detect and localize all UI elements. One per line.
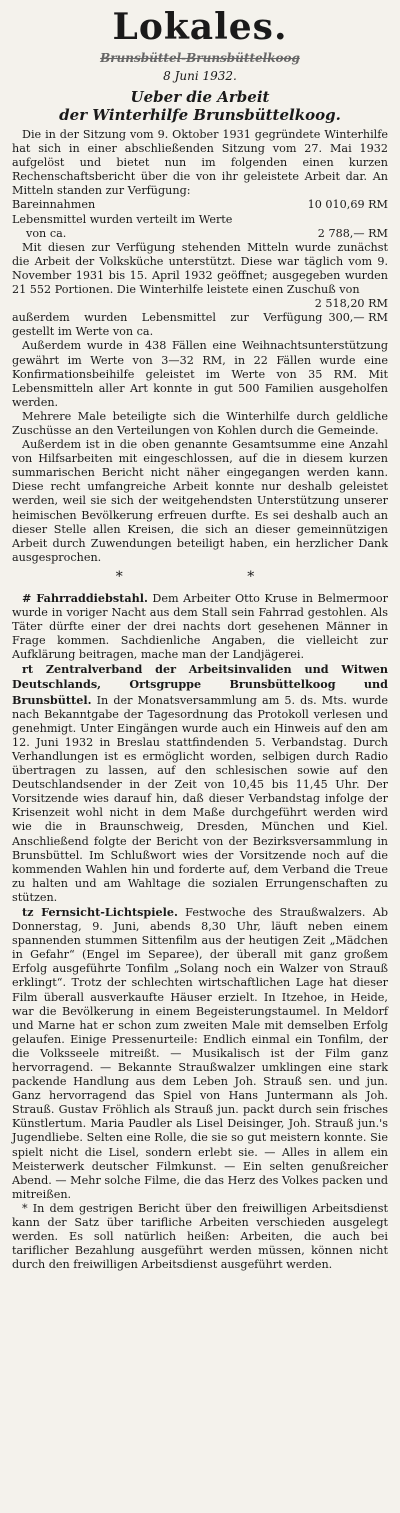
issue-date: 8 Juni 1932.	[163, 69, 237, 83]
article-zentralverband	[12, 662, 388, 905]
funds-label: Lebensmittel wurden verteilt im Werte	[12, 212, 233, 226]
article-winterhilfe-intro: Die in der Sitzung vom 9. Oktober 1931 gegründete Winterhilfe hat sich in einer abschließenden Sitzung vom 27. Mai 1932 aufgelöst und bietet nun im folgenden einen kurzen Rechenschaftsbericht über die von ihr geleistete Arbeit dar. An Mitteln standen zur Verfügung:	[12, 128, 388, 198]
funds-row	[12, 198, 388, 212]
article-paragraph	[12, 662, 388, 905]
funds-row	[12, 297, 388, 311]
article-lead: tz Fernsicht-Lichtspiele.	[22, 904, 178, 919]
section-divider-stars: * *	[115, 568, 315, 585]
article-arbeitsdienst	[12, 1202, 388, 1272]
funds-label: von ca.	[26, 226, 67, 240]
article-body: In der Monatsversammlung am 5. ds. Mts. wurde nach Bekanntgabe der Tagesordnung das Protokoll verlesen und genehmigt. Unter Eingängen wurde auch ein Hinweis auf den am 12. Juni 1932 in Breslau stattfindenden 5. Verbandstag. Durch Verhandlungen ist es ermöglicht worden, selbigen durch Radio übertragen zu lassen, auf den schlesischen sowie auf den Deutschlandsender in der Zeit von 10,45 bis 11,45 Uhr. Der Vorsitzende wies darauf hin, daß dieser Verbandstag infolge der Krisenzeit wohl nicht in dem Maße durchgeführt werden wird wie die in Braunschweig, Dresden, München und Kiel. Anschließend folgte der Bericht von der Bezirksversammlung in Brunsbüttel. Im Schlußwort wies der Vorsitzende noch auf die kommenden Wahlen hin und forderte auf, dem Verband die Treue zu halten und am Wahltage die sozialen Errungenschaften zu stützen.	[12, 693, 388, 904]
headline-line-1: Ueber die Arbeit	[130, 88, 270, 106]
article-lead: # Fahrraddiebstahl.	[22, 590, 148, 605]
funds-row	[12, 311, 388, 339]
headline-line-2: der Winterhilfe Brunsbüttelkoog.	[59, 106, 341, 124]
article-winterhilfe-para: Mit diesen zur Verfügung stehenden Mitteln wurde zunächst die Arbeit der Volksküche unterstützt. Diese war täglich vom 9. November 1931 bis 15. April 1932 geöffnet; ausgegeben wurden 21 552 Portionen. Die Winterhilfe leistete einen Zuschuß von	[12, 240, 388, 297]
article-winterhilfe	[12, 128, 388, 565]
funds-label: außerdem wurden Lebensmittel zur Verfügung gestellt im Werte von ca.	[12, 311, 323, 339]
article-lichtspiele	[12, 905, 388, 1202]
funds-value: 2 788,— RM	[317, 226, 388, 240]
section-masthead: Lokales.	[112, 6, 288, 48]
funds-row	[12, 227, 388, 241]
funds-row	[12, 213, 388, 227]
section-subtitle: Brunsbüttel-Brunsbüttelkoog	[100, 51, 300, 65]
article-body: Festwoche des Straußwalzers. Ab Donnerstag, 9. Juni, abends 8,30 Uhr, läuft neben einem spannenden stummen Sittenfilm aus der heutigen Zeit „Mädchen in Gefahr“ (Engel im Separee), der überall mit ganz großem Erfolg ausgeführte Tonfilm „Solang noch ein Walzer von Strauß erklingt“. Trotz der schlechten wirtschaftlichen Lage hat dieser Film überall ausverkaufte Häuser erzielt. In Itzehoe, in Heide, war die Bevölkerung in einem Begeisterungstaumel. In Meldorf und Marne hat er schon zum zweiten Male mit demselben Erfolg gelaufen. Einige Pressenurteile: Endlich einmal ein Tonfilm, der die Volksseele mitreißt. — Musikalisch ist der Film ganz hervorragend. — Bekannte Straußwalzer umklingen eine stark packende Handlung aus dem Leben Joh. Strauß sen. und jun. Ganz hervorragend das Spiel von Hans Juntermann als Joh. Strauß. Gustav Fröhlich als Strauß jun. packt durch sein frisches Künstlertum. Maria Paudler als Lisel Deisinger, Joh. Strauß jun.'s Jugendliebe. Selten eine Rolle, die sie so gut meistern konnte. Sie spielt nicht die Lisel, sondern erlebt sie. — Alles in allem ein Meisterwerk deutscher Filmkunst. — Ein selten genußreicher Abend. — Mehr solche Filme, die das Herz des Volkes packen und mitreißen.	[12, 905, 388, 1201]
funds-label: Bareinnahmen	[12, 198, 96, 212]
article-lead: rt Zentralverband der Arbeitsinvaliden und Witwen Deutschlands, Ortsgruppe Brunsbüttelkoog und Brunsbüttel.	[12, 662, 388, 707]
funds-value: 10 010,69 RM	[307, 198, 388, 212]
article-paragraph	[12, 591, 388, 662]
funds-value: 2 518,20 RM	[314, 297, 388, 311]
article-winterhilfe-para: Mehrere Male beteiligte sich die Winterhilfe durch geldliche Zuschüsse an den Verteilungen von Kohlen durch die Gemeinde.	[12, 409, 388, 437]
article-body: * In dem gestrigen Bericht über den freiwilligen Arbeitsdienst kann der Satz über tarifliche Arbeiten verschieden ausgelegt werden. Es soll natürlich heißen: Arbeiten, die auch bei tariflicher Bezahlung ausgeführt werden müssen, können nicht durch den freiwilligen Arbeitsdienst ausgeführt werden.	[12, 1201, 388, 1272]
funds-value: 300,— RM	[328, 311, 388, 325]
funds-label	[12, 297, 315, 311]
article-paragraph	[12, 905, 388, 1202]
article-winterhilfe-para: Außerdem wurde in 438 Fällen eine Weihnachtsunterstützung gewährt im Werte von 3—32 RM, in 22 Fällen wurde eine Konfirmationsbeihilfe geleistet im Werte von 35 RM. Mit Lebensmitteln aller Art konnte in gut 500 Familien ausgeholfen werden.	[12, 339, 388, 409]
article-fahrraddiebstahl	[12, 591, 388, 662]
article-winterhilfe-para: Außerdem ist in die oben genannte Gesamtsumme eine Anzahl von Hilfsarbeiten mit eingeschlossen, auf die in diesem kurzen summarischen Bericht nicht näher eingegangen werden kann. Diese recht umfangreiche Arbeit konnte nur deshalb geleistet werden, weil sie sich der weitgehendsten Unterstützung unserer heimischen Bevölkerung erfreuen durfte. Es sei deshalb auch an dieser Stelle allen Kreisen, die sich an dieser gemeinnützigen Arbeit durch Zuwendungen beteiligt haben, ein herzlicher Dank ausgesprochen.	[12, 438, 388, 564]
article-body: Dem Arbeiter Otto Kruse in Belmermoor wurde in voriger Nacht aus dem Stall sein Fahrrad gestohlen. Als Täter dürfte einer der drei nachts dort gesehenen Männer in Frage kommen. Sachdienliche Angaben, die vielleicht zur Aufklärung beitragen, mache man der Landjägerei.	[12, 591, 388, 662]
article-headline	[12, 88, 388, 124]
